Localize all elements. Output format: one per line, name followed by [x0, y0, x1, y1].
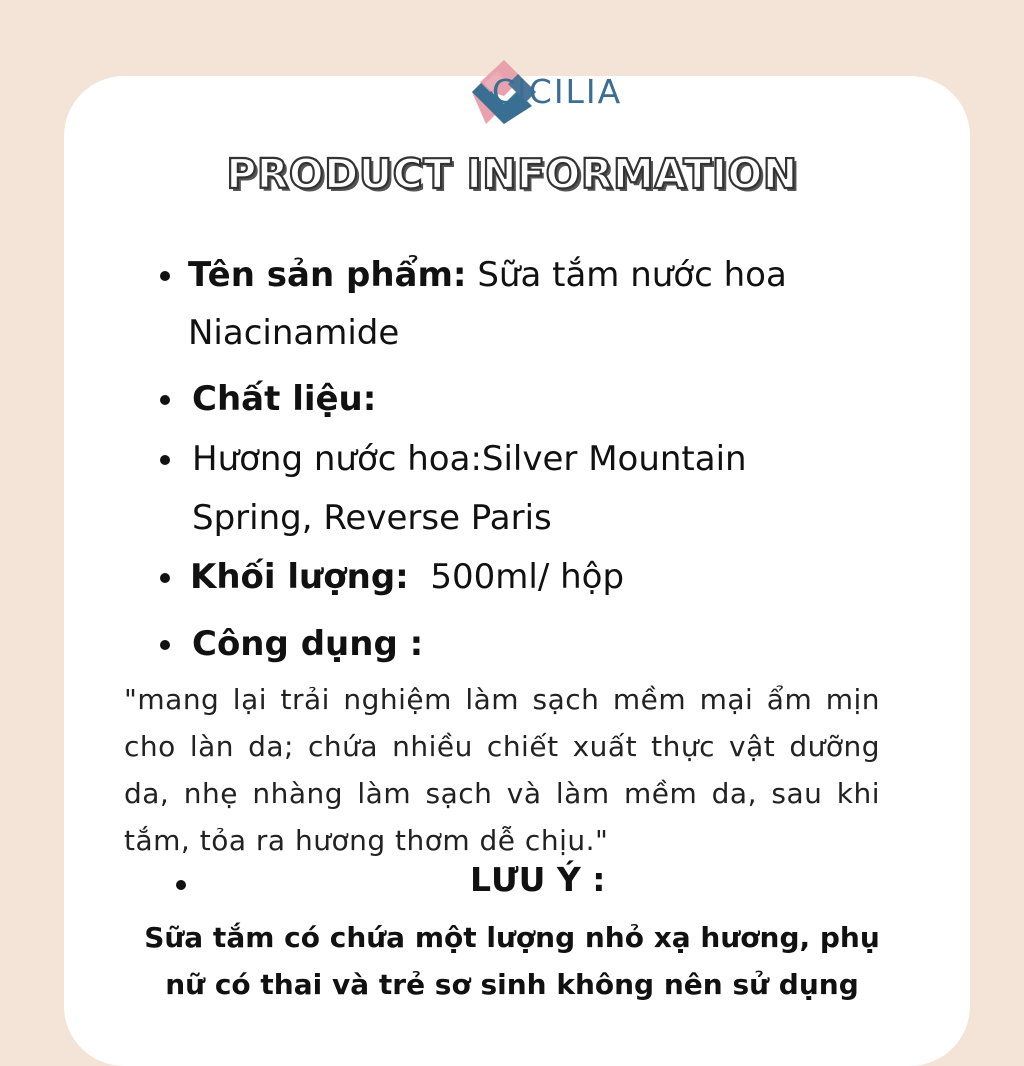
weight-value: 500ml/ hộp [408, 557, 625, 597]
bullet-icon [160, 573, 170, 583]
weight-sep: : [395, 557, 409, 597]
bullet-icon [176, 880, 186, 890]
bullet-icon [160, 455, 170, 465]
usage-label: Công dụng : [192, 624, 424, 664]
logo-brand: CICILIA [492, 72, 623, 111]
material-sep: : [362, 379, 377, 419]
material-label: Chất liệu [192, 379, 363, 419]
note-line1: Sữa tắm có chứa một lượng nhỏ xạ hương, phụ [144, 921, 880, 954]
bullet-icon [160, 640, 170, 650]
weight-label: Khối lượng [190, 557, 396, 597]
note-line2: nữ có thai và trẻ sơ sinh không nên sử dụng [165, 968, 859, 1001]
scent-line2: Spring, Reverse Paris [192, 498, 552, 538]
usage-description: "mang lại trải nghiệm làm sạch mềm mại ẩm mịn cho làn da; chứa nhiều chiết xuất thực vật dưỡng da, nhẹ nhàng làm sạch và làm mềm da, sau khi tắm, tỏa ra hương thơm dễ chịu." [124, 683, 880, 857]
note-body [100, 914, 924, 1008]
name-label: Tên sản phẩm [188, 255, 453, 295]
bullet-icon [160, 271, 170, 281]
name-value-line2: Niacinamide [188, 313, 400, 353]
page-title: PRODUCT INFORMATION [226, 150, 798, 198]
name-sep: : [452, 255, 467, 295]
scent-line1: Hương nước hoa:Silver Mountain [192, 439, 747, 479]
name-value: Sữa tắm nước hoa [466, 255, 787, 295]
note-title: LƯU Ý : [470, 860, 606, 899]
bullet-icon [160, 395, 170, 405]
